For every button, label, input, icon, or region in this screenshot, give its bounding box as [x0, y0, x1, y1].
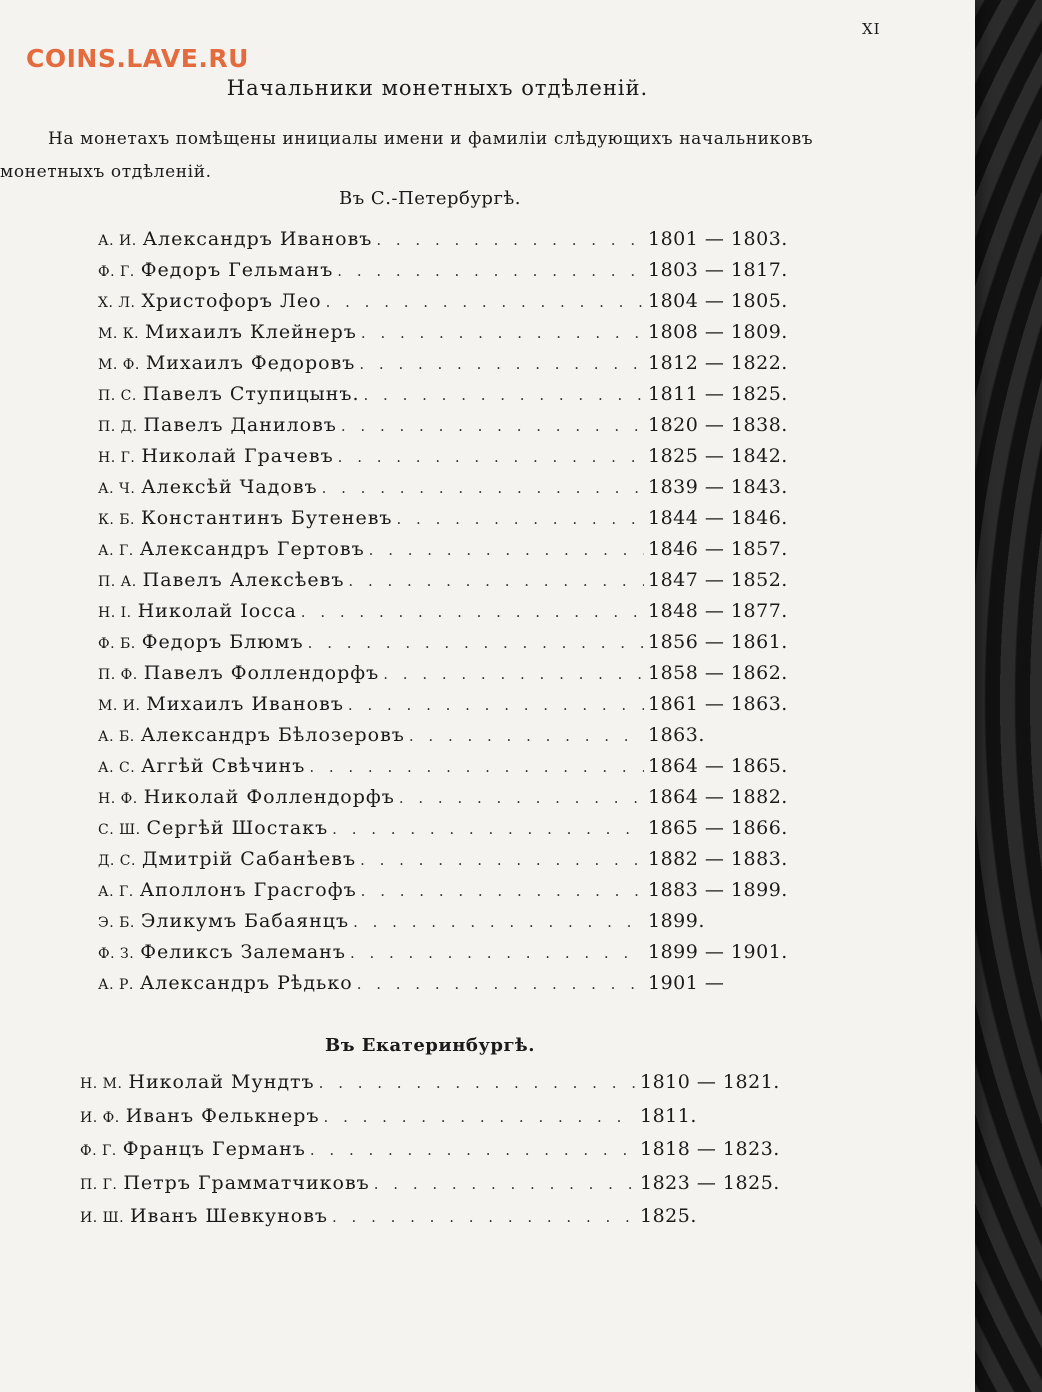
years-range: 1899. — [648, 910, 705, 932]
person-name: Александръ Гертовъ — [139, 538, 365, 560]
person-name: Николай Іосса — [137, 600, 297, 622]
initials: Ф. Б. — [98, 636, 136, 652]
list-item — [80, 1205, 780, 1239]
dot-leader — [359, 355, 644, 373]
watermark: COINS.LAVE.RU — [26, 44, 249, 73]
initials: А. С. — [98, 760, 136, 776]
person-name: Аггѣй Свѣчинъ — [141, 755, 306, 777]
initials: Д. С. — [98, 853, 136, 869]
years-range: 1811 — 1825. — [648, 383, 788, 405]
years-range: 1823 — 1825. — [640, 1171, 780, 1194]
years-range: 1825 — 1842. — [648, 445, 788, 467]
section-heading-ekb: Въ Екатеринбургѣ. — [325, 1035, 535, 1056]
dot-leader — [308, 634, 644, 652]
person-name: Павелъ Даниловъ — [143, 414, 337, 436]
person-name: Феликсъ Залеманъ — [140, 941, 346, 963]
years-range: 1864 — 1882. — [648, 786, 788, 808]
page-title: Начальники монетныхъ отдѣленій. — [226, 76, 649, 100]
initials: П. Г. — [80, 1176, 118, 1193]
initials: Ф. Г. — [98, 264, 135, 280]
dot-leader — [350, 944, 644, 962]
dot-leader — [369, 541, 644, 559]
years-range: 1804 — 1805. — [648, 290, 788, 312]
person-name: Александръ Рѣдько — [139, 972, 353, 994]
initials: А. Г. — [98, 884, 134, 900]
list-item — [98, 693, 788, 724]
dot-leader — [322, 479, 644, 497]
list-item — [98, 259, 788, 290]
person-name: Иванъ Шевкуновъ — [130, 1205, 328, 1227]
initials: Н. І. — [98, 605, 132, 621]
dot-leader — [324, 1108, 636, 1126]
initials: И. Ф. — [80, 1109, 120, 1126]
list-item — [98, 786, 788, 817]
list-item — [98, 352, 788, 383]
dot-leader — [301, 603, 644, 621]
dot-leader — [357, 975, 644, 993]
intro-line: монетныхъ отдѣленій. — [0, 162, 212, 182]
intro-paragraph — [0, 123, 900, 189]
dot-leader — [348, 696, 644, 714]
list-item — [98, 600, 788, 631]
initials: Н. М. — [80, 1076, 123, 1092]
dot-leader — [309, 758, 644, 776]
dot-leader — [332, 1208, 636, 1226]
person-name: Александръ Бѣлозеровъ — [140, 724, 405, 746]
dot-leader — [364, 386, 644, 404]
dot-leader — [337, 262, 644, 280]
list-item — [98, 228, 788, 259]
dot-leader — [383, 665, 644, 683]
intro-line: На монетахъ помѣщены инициалы имени и фамиліи слѣдующихъ начальниковъ — [48, 129, 814, 149]
list-item — [98, 662, 788, 693]
initials: Н. Ф. — [98, 791, 138, 807]
dot-leader — [374, 1175, 636, 1193]
years-range: 1848 — 1877. — [648, 600, 788, 622]
list-item — [98, 321, 788, 352]
dot-leader — [319, 1074, 636, 1092]
years-range: 1812 — 1822. — [648, 352, 788, 374]
page-number: XI — [862, 20, 881, 38]
dot-leader — [338, 448, 644, 466]
initials: П. С. — [98, 388, 137, 404]
initials: М. Ф. — [98, 357, 140, 373]
list-item — [98, 383, 788, 414]
years-range: 1865 — 1866. — [648, 817, 788, 839]
dot-leader — [376, 231, 644, 249]
initials: А. И. — [98, 233, 137, 249]
years-range: 1882 — 1883. — [648, 848, 788, 870]
person-name: Федоръ Гельманъ — [140, 259, 334, 281]
list-item — [98, 414, 788, 445]
list-item — [98, 972, 788, 1003]
person-name: Михаилъ Клейнеръ — [145, 321, 357, 343]
list-item — [98, 507, 788, 538]
initials: Н. Г. — [98, 450, 136, 466]
person-name: Сергѣй Шостакъ — [146, 817, 329, 839]
list-item — [98, 879, 788, 910]
initials: С. Ш. — [98, 822, 141, 838]
person-name: Павелъ Фоллендорфъ — [143, 662, 380, 684]
years-range: 1899 — 1901. — [648, 941, 788, 963]
person-name: Иванъ Фелькнеръ — [125, 1104, 320, 1127]
years-range: 1847 — 1852. — [648, 569, 788, 591]
initials: И. Ш. — [80, 1210, 125, 1226]
list-ekb — [80, 1071, 780, 1239]
initials: А. Р. — [98, 977, 134, 993]
list-item — [98, 755, 788, 786]
dot-leader — [397, 510, 645, 528]
initials: Э. Б. — [98, 915, 135, 931]
dot-leader — [326, 293, 644, 311]
list-item — [98, 817, 788, 848]
person-name: Эликумъ Бабаянцъ — [140, 910, 350, 932]
list-item — [98, 631, 788, 662]
years-range: 1844 — 1846. — [648, 507, 788, 529]
dot-leader — [348, 572, 644, 590]
years-range: 1846 — 1857. — [648, 538, 788, 560]
dot-leader — [360, 851, 644, 869]
list-item — [98, 910, 788, 941]
person-name: Константинъ Бутеневъ — [140, 507, 393, 529]
list-item — [98, 476, 788, 507]
years-range: 1861 — 1863. — [648, 693, 788, 715]
dot-leader — [353, 913, 644, 931]
list-item — [98, 538, 788, 569]
initials: М. К. — [98, 326, 140, 342]
years-range: 1808 — 1809. — [648, 321, 788, 343]
person-name: Павелъ Алексѣевъ — [142, 569, 345, 591]
dot-leader — [409, 727, 644, 745]
list-item — [98, 569, 788, 600]
dot-leader — [361, 882, 644, 900]
list-item — [80, 1105, 780, 1139]
years-range: 1803 — 1817. — [648, 259, 788, 281]
list-item — [80, 1172, 780, 1206]
list-item — [98, 445, 788, 476]
person-name: Алексѣй Чадовъ — [141, 476, 318, 498]
dot-leader — [310, 1141, 636, 1159]
person-name: Михаилъ Ивановъ — [146, 693, 344, 715]
years-range: 1825. — [640, 1205, 697, 1227]
initials: Ф. Г. — [80, 1143, 117, 1159]
initials: П. А. — [98, 574, 137, 590]
dot-leader — [332, 820, 644, 838]
years-range: 1820 — 1838. — [648, 414, 788, 436]
person-name: Аполлонъ Грасгофъ — [139, 879, 357, 901]
list-item — [98, 724, 788, 755]
initials: А. Г. — [98, 543, 134, 559]
dot-leader — [361, 324, 644, 342]
dot-leader — [399, 789, 644, 807]
person-name: Павелъ Ступицынъ. — [142, 383, 360, 405]
person-name: Александръ Ивановъ — [142, 228, 373, 250]
initials: М. И. — [98, 698, 141, 714]
list-item — [80, 1071, 780, 1105]
person-name: Николай Мундтъ — [128, 1071, 315, 1093]
person-name: Николай Грачевъ — [141, 445, 334, 467]
initials: П. Ф. — [98, 667, 138, 683]
list-item — [98, 290, 788, 321]
initials: Х. Л. — [98, 295, 136, 311]
person-name: Дмитрій Сабанѣевъ — [141, 848, 357, 870]
list-item — [98, 941, 788, 972]
years-range: 1883 — 1899. — [648, 879, 788, 901]
years-range: 1864 — 1865. — [648, 755, 788, 777]
years-range: 1856 — 1861. — [648, 631, 788, 653]
person-name: Францъ Германъ — [122, 1138, 306, 1160]
initials: Ф. З. — [98, 946, 135, 962]
initials: П. Д. — [98, 419, 138, 435]
initials: А. Б. — [98, 729, 135, 745]
person-name: Николай Фоллендорфъ — [143, 786, 395, 808]
years-range: 1858 — 1862. — [648, 662, 788, 684]
years-range: 1810 — 1821. — [640, 1071, 780, 1093]
years-range: 1811. — [640, 1104, 697, 1127]
person-name: Федоръ Блюмъ — [141, 631, 304, 653]
dot-leader — [341, 417, 644, 435]
years-range: 1801 — 1803. — [648, 228, 788, 250]
years-range: 1863. — [648, 724, 705, 746]
list-item — [80, 1138, 780, 1172]
person-name: Петръ Грамматчиковъ — [123, 1171, 370, 1194]
person-name: Христофоръ Лео — [141, 290, 322, 312]
years-range: 1901 — — [648, 972, 725, 994]
section-heading-spb: Въ С.-Петербургѣ. — [339, 188, 521, 209]
years-range: 1839 — 1843. — [648, 476, 788, 498]
years-range: 1818 — 1823. — [640, 1138, 780, 1160]
initials: А. Ч. — [98, 481, 136, 497]
list-spb — [98, 228, 788, 1003]
person-name: Михаилъ Федоровъ — [145, 352, 356, 374]
initials: К. Б. — [98, 512, 135, 528]
list-item — [98, 848, 788, 879]
